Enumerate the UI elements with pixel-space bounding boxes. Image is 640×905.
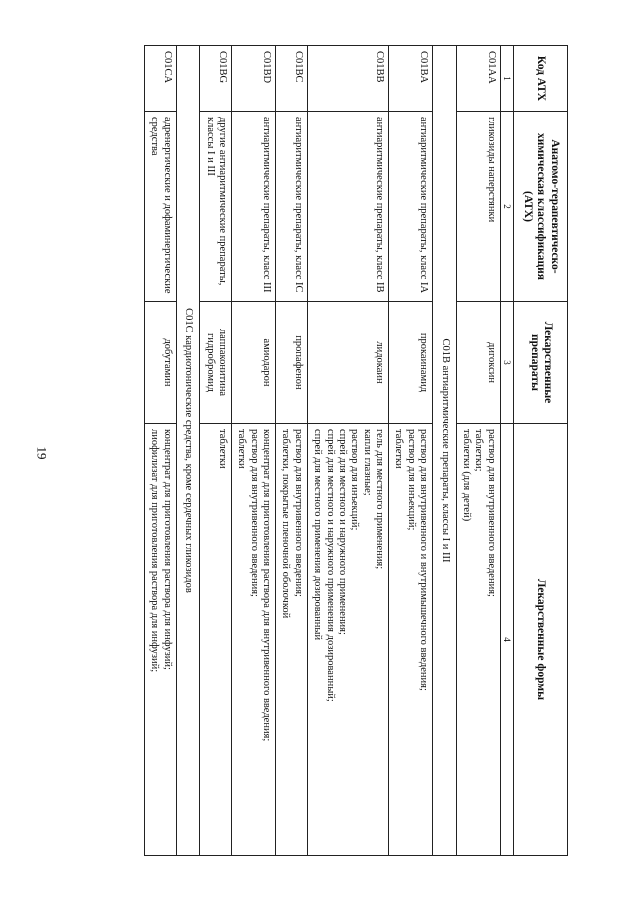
section-row — [433, 46, 456, 856]
dosage-form-item: таблетки, покрытые пленочной оболочкой — [280, 429, 292, 619]
column-number: 2 — [500, 112, 514, 302]
table-row — [231, 46, 275, 856]
dosage-form-item: таблетки — [393, 429, 405, 469]
dosage-form-item: таблетки (для детей) — [460, 429, 472, 522]
atc-code-cell: C01CA — [145, 46, 177, 112]
table-row — [389, 46, 433, 856]
drug-cell: пропафенон — [276, 302, 308, 424]
dosage-form-item: таблетки — [236, 429, 248, 469]
dosage-form-item: таблетки — [216, 429, 228, 469]
table-row — [456, 46, 500, 856]
table-body — [145, 46, 501, 856]
atc-classification-cell: гликозиды наперстянки — [456, 112, 500, 302]
column-number: 1 — [500, 46, 514, 112]
atc-classification-cell: антиаритмические препараты, класс IB — [307, 112, 388, 302]
dosage-form-item: концентрат для приготовления раствора для инфузий; — [161, 429, 173, 670]
drug-cell: лидокаин — [307, 302, 388, 424]
dosage-form-item: концентрат для приготовления раствора для внутривенного введения; — [261, 429, 273, 742]
dosage-form-item: раствор для внутривенного введения; — [485, 429, 497, 597]
drug-cell: дигоксин — [456, 302, 500, 424]
atc-code-cell: C01BB — [307, 46, 388, 112]
dosage-forms-cell — [231, 424, 275, 856]
dosage-form-item: раствор для инъекций; — [405, 429, 417, 531]
drug-cell: амиодарон — [231, 302, 275, 424]
atc-classification-cell: антиаритмические препараты, класс III — [231, 112, 275, 302]
dosage-form-item: таблетки; — [473, 429, 485, 472]
atc-classification-cell: адренергические и дофаминергические средства — [145, 112, 177, 302]
table-row — [200, 46, 232, 856]
dosage-form-item: спрей для местного и наружного применения; — [336, 429, 348, 635]
dosage-form-item: гель для местного применения; — [374, 429, 386, 570]
atc-code-cell: C01BC — [276, 46, 308, 112]
atc-classification-cell: антиаритмические препараты, класс IA — [389, 112, 433, 302]
drug-table — [144, 45, 568, 856]
dosage-form-item: спрей для местного применения дозированный — [312, 429, 324, 641]
table-row — [307, 46, 388, 856]
dosage-form-item: раствор для внутривенного введения; — [248, 429, 260, 597]
dosage-form-item: раствор для инъекций; — [349, 429, 361, 531]
atc-code-cell: C01BA — [389, 46, 433, 112]
section-title: C01B антиаритмические препараты, классы I и III — [433, 46, 456, 856]
drug-cell: добутамин — [145, 302, 177, 424]
dosage-form-item: лиофилизат для приготовления раствора для инфузий; — [149, 429, 161, 673]
dosage-form-item: спрей для местного и наружного применения дозированный; — [324, 429, 336, 702]
header-dosage-forms: Лекарственные формы — [514, 424, 568, 856]
dosage-form-item: раствор для внутривенного и внутримышечного введения; — [418, 429, 430, 691]
rotated-page-content — [60, 45, 568, 855]
column-number-row — [500, 46, 514, 856]
header-atc-code: Код АТХ — [514, 46, 568, 112]
column-number: 3 — [500, 302, 514, 424]
dosage-form-item: капли глазные; — [361, 429, 373, 496]
drug-cell: прокаинамид — [389, 302, 433, 424]
dosage-forms-cell — [200, 424, 232, 856]
column-number: 4 — [500, 424, 514, 856]
dosage-form-item: раствор для внутривенного введения; — [292, 429, 304, 597]
header-atc-classification: Анатомо-терапевтическо-химическая классификация (АТХ) — [514, 112, 568, 302]
dosage-forms-cell — [389, 424, 433, 856]
dosage-forms-cell — [456, 424, 500, 856]
table-row — [276, 46, 308, 856]
atc-code-cell: C01BD — [231, 46, 275, 112]
section-title: C01C кардиотонические средства, кроме сердечных гликозидов — [176, 46, 199, 856]
dosage-forms-cell — [145, 424, 177, 856]
dosage-forms-cell — [276, 424, 308, 856]
dosage-forms-cell — [307, 424, 388, 856]
header-row — [514, 46, 568, 856]
page-number: 19 — [34, 446, 50, 460]
atc-classification-cell: другие антиаритмические препараты, классы I и III — [200, 112, 232, 302]
table-row — [145, 46, 177, 856]
drug-cell: лаппаконитина гидробромид — [200, 302, 232, 424]
section-row — [176, 46, 199, 856]
atc-code-cell: C01AA — [456, 46, 500, 112]
header-drugs: Лекарственные препараты — [514, 302, 568, 424]
atc-code-cell: C01BG — [200, 46, 232, 112]
atc-classification-cell: антиаритмические препараты, класс IC — [276, 112, 308, 302]
